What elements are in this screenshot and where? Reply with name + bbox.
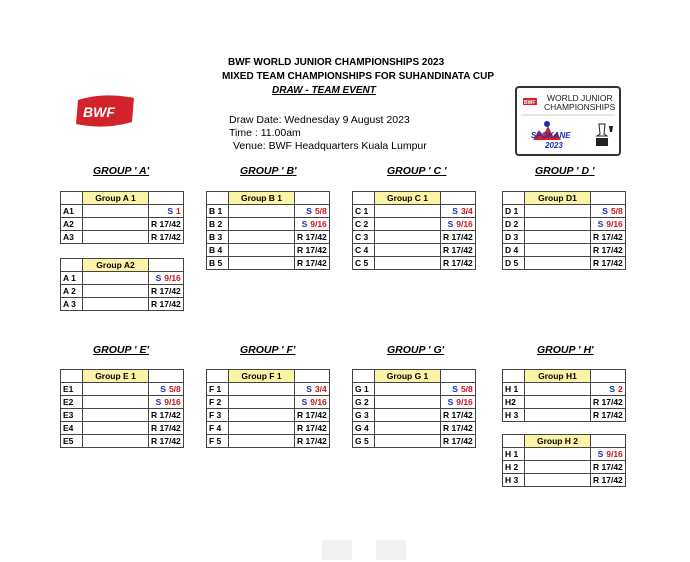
table-row: [353, 231, 476, 244]
seed-value: 9/16: [310, 397, 327, 407]
team-code: G 4: [353, 422, 375, 435]
header-blank-cell: [207, 370, 229, 383]
team-name-cell: [375, 244, 441, 257]
team-code: A 3: [61, 298, 83, 311]
team-code: B 3: [207, 231, 229, 244]
team-code: G 3: [353, 409, 375, 422]
range-value: R 17/42: [151, 410, 181, 420]
team-name-cell: [229, 218, 295, 231]
team-code: G 2: [353, 396, 375, 409]
table-row: [353, 422, 476, 435]
table-row: [353, 409, 476, 422]
header-blank-cell: [149, 192, 184, 205]
seed-cell: [441, 257, 476, 270]
team-code: F 4: [207, 422, 229, 435]
team-name-cell: [83, 383, 149, 396]
team-name-cell: [375, 205, 441, 218]
team-code: B 2: [207, 218, 229, 231]
group-table: [502, 369, 626, 422]
group-subheader: Group F 1: [229, 370, 295, 383]
table-row: [207, 396, 330, 409]
team-name-cell: [83, 205, 149, 218]
table-row: [207, 435, 330, 448]
team-name-cell: [375, 422, 441, 435]
range-value: R 17/42: [443, 232, 473, 242]
team-code: H 1: [503, 448, 525, 461]
seed-cell: [591, 383, 626, 396]
team-code: H 1: [503, 383, 525, 396]
team-name-cell: [229, 244, 295, 257]
team-code: C 4: [353, 244, 375, 257]
range-value: R 17/42: [151, 232, 181, 242]
team-name-cell: [229, 409, 295, 422]
range-value: R 17/42: [443, 258, 473, 268]
team-name-cell: [375, 218, 441, 231]
header-blank-cell: [149, 370, 184, 383]
table-row: [207, 231, 330, 244]
seed-value: 1: [176, 206, 181, 216]
team-code: D 4: [503, 244, 525, 257]
seed-cell: [591, 231, 626, 244]
team-name-cell: [525, 205, 591, 218]
seed-cell: [295, 244, 330, 257]
badge-line2: CHAMPIONSHIPS: [544, 102, 616, 112]
header-blank-cell: [61, 370, 83, 383]
team-name-cell: [229, 383, 295, 396]
seed-cell: [149, 383, 184, 396]
team-name-cell: [83, 396, 149, 409]
table-row: [61, 205, 184, 218]
seed-cell: [295, 422, 330, 435]
footer-mark-1: [322, 540, 352, 560]
team-name-cell: [525, 383, 591, 396]
header-blank-cell: [503, 435, 525, 448]
draw-venue: Venue: BWF Headquarters Kuala Lumpur: [233, 140, 427, 152]
seed-prefix: S: [155, 397, 162, 407]
header-blank-cell: [353, 370, 375, 383]
team-name-cell: [375, 396, 441, 409]
header-blank-cell: [353, 192, 375, 205]
wjc-badge: [515, 86, 621, 156]
group-table: [60, 191, 184, 244]
table-row: [503, 474, 626, 487]
team-name-cell: [83, 298, 149, 311]
draw-date: Draw Date: Wednesday 9 August 2023: [229, 114, 410, 126]
seed-prefix: S: [160, 384, 166, 394]
team-code: C 2: [353, 218, 375, 231]
table-row: [61, 272, 184, 285]
seed-prefix: S: [602, 206, 608, 216]
seed-value: 3/4: [314, 384, 327, 394]
team-code: D 2: [503, 218, 525, 231]
seed-cell: [441, 231, 476, 244]
table-row: [503, 396, 626, 409]
team-code: H 3: [503, 409, 525, 422]
seed-prefix: S: [447, 219, 454, 229]
table-row: [353, 257, 476, 270]
team-name-cell: [83, 422, 149, 435]
seed-value: 2: [618, 384, 623, 394]
seed-cell: [295, 435, 330, 448]
team-name-cell: [525, 461, 591, 474]
team-name-cell: [375, 231, 441, 244]
table-row: [61, 409, 184, 422]
header-blank-cell: [207, 192, 229, 205]
range-value: R 17/42: [443, 423, 473, 433]
seed-value: 9/16: [606, 449, 623, 459]
seed-cell: [149, 298, 184, 311]
seed-cell: [591, 244, 626, 257]
team-code: F 2: [207, 396, 229, 409]
team-code: H2: [503, 396, 525, 409]
team-code: F 1: [207, 383, 229, 396]
table-row: [503, 205, 626, 218]
seed-prefix: S: [301, 397, 308, 407]
team-code: F 5: [207, 435, 229, 448]
seed-cell: [591, 474, 626, 487]
team-name-cell: [525, 474, 591, 487]
team-name-cell: [229, 435, 295, 448]
team-name-cell: [375, 435, 441, 448]
header-blank-cell: [591, 192, 626, 205]
team-name-cell: [83, 231, 149, 244]
seed-value: 5/8: [314, 206, 327, 216]
group-subheader: Group D1: [525, 192, 591, 205]
team-code: D 1: [503, 205, 525, 218]
table-row: [353, 218, 476, 231]
seed-cell: [441, 435, 476, 448]
group-table: [502, 434, 626, 487]
seed-cell: [591, 409, 626, 422]
group-table: [206, 369, 330, 448]
group-title: GROUP ' A': [93, 165, 150, 177]
table-row: [207, 244, 330, 257]
header-blank-cell: [61, 259, 83, 272]
range-value: R 17/42: [593, 232, 623, 242]
seed-cell: [591, 396, 626, 409]
group-title: GROUP ' G': [387, 344, 445, 356]
team-code: H 2: [503, 461, 525, 474]
group-table: [60, 369, 184, 448]
team-code: E3: [61, 409, 83, 422]
group-subheader: Group G 1: [375, 370, 441, 383]
seed-cell: [149, 272, 184, 285]
table-row: [207, 218, 330, 231]
seed-prefix: S: [452, 384, 458, 394]
table-row: [61, 383, 184, 396]
team-code: E5: [61, 435, 83, 448]
badge-small-text: BWF: [524, 100, 536, 106]
bwf-logo-text: BWF: [83, 104, 115, 120]
group-table: [352, 369, 476, 448]
title-line-1: BWF WORLD JUNIOR CHAMPIONSHIPS 2023: [228, 57, 445, 68]
team-name-cell: [83, 435, 149, 448]
team-code: D 3: [503, 231, 525, 244]
seed-prefix: S: [609, 384, 616, 394]
range-value: R 17/42: [593, 258, 623, 268]
title-line-2: MIXED TEAM CHAMPIONSHIPS FOR SUHANDINATA CUP: [222, 71, 495, 82]
seed-cell: [591, 218, 626, 231]
header-blank-cell: [591, 435, 626, 448]
table-row: [207, 422, 330, 435]
seed-cell: [441, 218, 476, 231]
range-value: R 17/42: [297, 436, 327, 446]
table-row: [353, 205, 476, 218]
seed-value: 9/16: [164, 397, 181, 407]
seed-value: 9/16: [456, 397, 473, 407]
seed-prefix: S: [597, 219, 604, 229]
badge-city: SPOKANE: [531, 131, 571, 140]
group-table: [206, 191, 330, 270]
seed-value: 9/16: [456, 219, 473, 229]
table-row: [503, 383, 626, 396]
table-row: [61, 231, 184, 244]
table-row: [61, 422, 184, 435]
seed-cell: [149, 409, 184, 422]
table-row: [207, 257, 330, 270]
title-line-3: DRAW - TEAM EVENT: [272, 85, 376, 96]
table-row: [207, 409, 330, 422]
table-row: [353, 435, 476, 448]
team-name-cell: [525, 257, 591, 270]
team-code: B 1: [207, 205, 229, 218]
table-row: [61, 298, 184, 311]
header-blank-cell: [441, 192, 476, 205]
group-subheader: Group A2: [83, 259, 149, 272]
team-code: C 1: [353, 205, 375, 218]
badge-year: 2023: [545, 141, 563, 150]
team-code: A3: [61, 231, 83, 244]
wjc-badge-art: [517, 88, 619, 154]
seed-cell: [441, 396, 476, 409]
team-name-cell: [83, 218, 149, 231]
seed-cell: [295, 231, 330, 244]
team-code: A 2: [61, 285, 83, 298]
range-value: R 17/42: [593, 245, 623, 255]
team-name-cell: [229, 422, 295, 435]
team-name-cell: [375, 257, 441, 270]
seed-cell: [149, 231, 184, 244]
team-name-cell: [525, 244, 591, 257]
range-value: R 17/42: [297, 423, 327, 433]
table-row: [353, 244, 476, 257]
seed-value: 9/16: [606, 219, 623, 229]
team-name-cell: [375, 383, 441, 396]
range-value: R 17/42: [443, 436, 473, 446]
seed-cell: [295, 205, 330, 218]
header-blank-cell: [61, 192, 83, 205]
group-title: GROUP ' C ': [387, 165, 447, 177]
table-row: [353, 396, 476, 409]
table-row: [503, 257, 626, 270]
seed-cell: [441, 409, 476, 422]
range-value: R 17/42: [593, 410, 623, 420]
seed-cell: [295, 409, 330, 422]
range-value: R 17/42: [593, 397, 623, 407]
range-value: R 17/42: [593, 475, 623, 485]
team-code: E2: [61, 396, 83, 409]
table-row: [503, 461, 626, 474]
team-name-cell: [525, 448, 591, 461]
team-name-cell: [525, 231, 591, 244]
draw-time: Time : 11.00am: [229, 127, 301, 139]
seed-prefix: S: [301, 219, 308, 229]
team-name-cell: [525, 409, 591, 422]
team-code: A 1: [61, 272, 83, 285]
team-name-cell: [83, 285, 149, 298]
seed-cell: [441, 383, 476, 396]
seed-cell: [295, 257, 330, 270]
table-row: [61, 435, 184, 448]
team-code: H 3: [503, 474, 525, 487]
group-subheader: Group H1: [525, 370, 591, 383]
range-value: R 17/42: [297, 258, 327, 268]
range-value: R 17/42: [593, 462, 623, 472]
seed-value: 9/16: [164, 273, 181, 283]
group-subheader: Group E 1: [83, 370, 149, 383]
range-value: R 17/42: [297, 232, 327, 242]
header-blank-cell: [149, 259, 184, 272]
seed-cell: [295, 218, 330, 231]
group-subheader: Group H 2: [525, 435, 591, 448]
range-value: R 17/42: [297, 245, 327, 255]
table-row: [503, 448, 626, 461]
seed-cell: [295, 396, 330, 409]
table-row: [61, 218, 184, 231]
header-blank-cell: [441, 370, 476, 383]
team-name-cell: [229, 231, 295, 244]
team-code: A1: [61, 205, 83, 218]
table-row: [503, 218, 626, 231]
team-code: C 3: [353, 231, 375, 244]
seed-prefix: S: [597, 449, 604, 459]
team-name-cell: [229, 205, 295, 218]
header-blank-cell: [591, 370, 626, 383]
team-name-cell: [83, 409, 149, 422]
seed-cell: [591, 205, 626, 218]
team-name-cell: [83, 272, 149, 285]
seed-prefix: S: [155, 273, 162, 283]
seed-prefix: S: [447, 397, 454, 407]
header-blank-cell: [295, 370, 330, 383]
team-name-cell: [375, 409, 441, 422]
team-name-cell: [229, 396, 295, 409]
seed-value: 3/4: [460, 206, 473, 216]
seed-value: 5/8: [168, 384, 181, 394]
seed-prefix: S: [452, 206, 458, 216]
team-code: B 4: [207, 244, 229, 257]
header-blank-cell: [503, 192, 525, 205]
team-code: D 5: [503, 257, 525, 270]
group-subheader: Group B 1: [229, 192, 295, 205]
group-title: GROUP ' B': [240, 165, 297, 177]
seed-cell: [591, 461, 626, 474]
group-table: [502, 191, 626, 270]
table-row: [503, 231, 626, 244]
team-code: F 3: [207, 409, 229, 422]
team-code: A2: [61, 218, 83, 231]
range-value: R 17/42: [443, 410, 473, 420]
range-value: R 17/42: [151, 436, 181, 446]
badge-line1: WORLD JUNIOR: [547, 93, 613, 103]
seed-prefix: S: [306, 206, 312, 216]
seed-value: 9/16: [310, 219, 327, 229]
footer-mark-2: [376, 540, 406, 560]
seed-value: 5/8: [460, 384, 473, 394]
group-title: GROUP ' F': [240, 344, 296, 356]
header-blank-cell: [295, 192, 330, 205]
range-value: R 17/42: [297, 410, 327, 420]
table-row: [207, 383, 330, 396]
seed-cell: [441, 422, 476, 435]
range-value: R 17/42: [151, 219, 181, 229]
seed-cell: [149, 205, 184, 218]
team-code: G 1: [353, 383, 375, 396]
team-name-cell: [525, 396, 591, 409]
seed-cell: [591, 257, 626, 270]
range-value: R 17/42: [443, 245, 473, 255]
seed-cell: [441, 244, 476, 257]
range-value: R 17/42: [151, 423, 181, 433]
group-title: GROUP ' E': [93, 344, 149, 356]
group-title: GROUP ' D ': [535, 165, 595, 177]
table-row: [503, 409, 626, 422]
group-subheader: Group C 1: [375, 192, 441, 205]
seed-cell: [149, 435, 184, 448]
seed-cell: [149, 285, 184, 298]
seed-cell: [149, 396, 184, 409]
seed-value: 5/8: [610, 206, 623, 216]
seed-prefix: S: [306, 384, 312, 394]
team-name-cell: [525, 218, 591, 231]
group-title: GROUP ' H': [537, 344, 594, 356]
table-row: [61, 396, 184, 409]
seed-cell: [149, 218, 184, 231]
team-name-cell: [229, 257, 295, 270]
team-code: C 5: [353, 257, 375, 270]
seed-prefix: S: [167, 206, 174, 216]
range-value: R 17/42: [151, 299, 181, 309]
team-code: G 5: [353, 435, 375, 448]
seed-cell: [441, 205, 476, 218]
team-code: B 5: [207, 257, 229, 270]
group-table: [352, 191, 476, 270]
table-row: [61, 285, 184, 298]
team-code: E1: [61, 383, 83, 396]
seed-cell: [149, 422, 184, 435]
seed-cell: [591, 448, 626, 461]
group-subheader: Group A 1: [83, 192, 149, 205]
table-row: [207, 205, 330, 218]
range-value: R 17/42: [151, 286, 181, 296]
header-blank-cell: [503, 370, 525, 383]
group-table: [60, 258, 184, 311]
bwf-logo: [74, 94, 136, 128]
seed-cell: [295, 383, 330, 396]
table-row: [503, 244, 626, 257]
team-code: E4: [61, 422, 83, 435]
table-row: [353, 383, 476, 396]
